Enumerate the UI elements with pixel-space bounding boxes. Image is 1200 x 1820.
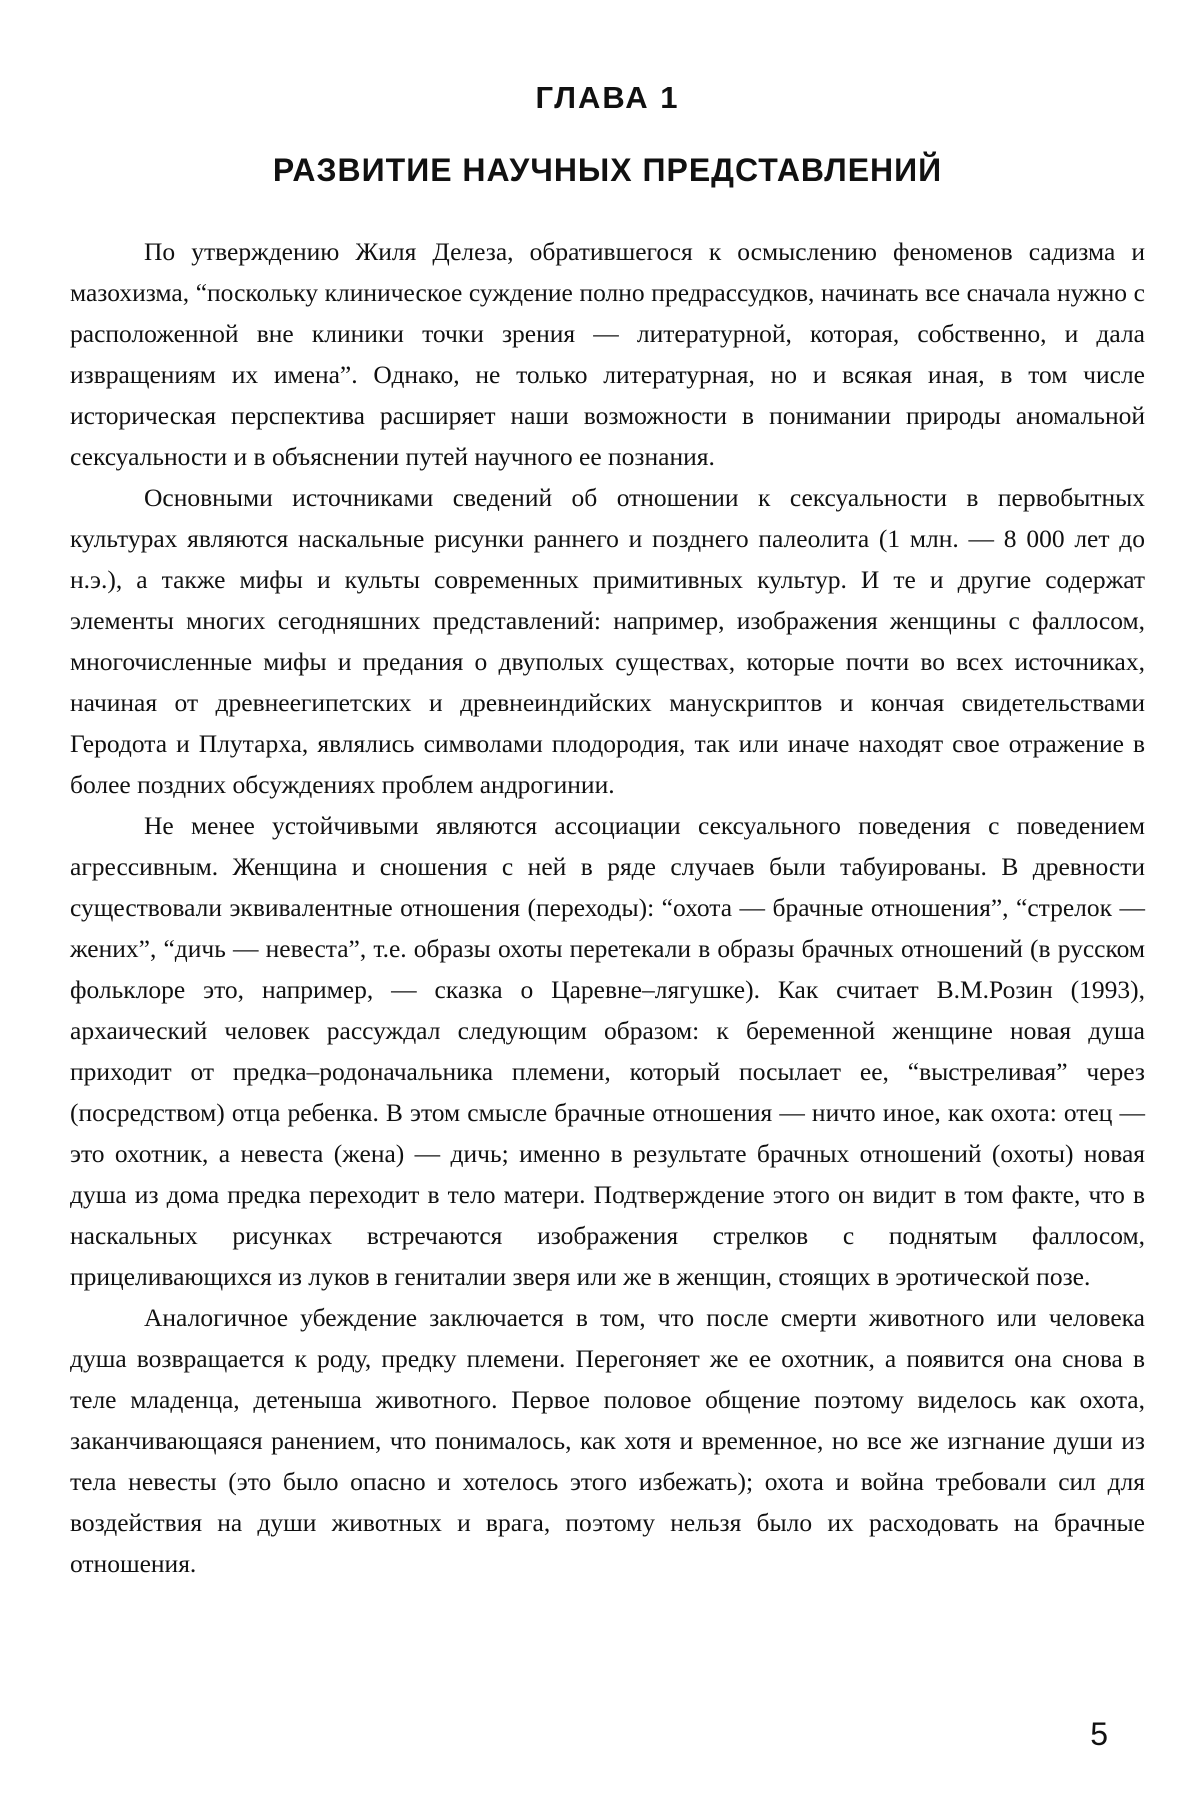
paragraph-1: По утверждению Жиля Делеза, обратившегося к осмыслению феноменов садизма и мазохизма, “поскольку клиническое суждение полно предрассудков, начинать все сначала нужно с расположенной вне клиники точки зрения — литературной, которая, собственно, и дала извращениям их имена”. Однако, не только литературная, но и всякая иная, в том числе историческая перспектива расширяет наши возможности в понимании природы аномальной сексуальности и в объяснении путей научного ее познания. [70,237,1145,471]
chapter-heading: ГЛАВА 1 [535,80,680,115]
chapter-title: РАЗВИТИЕ НАУЧНЫХ ПРЕДСТАВЛЕНИЙ [272,152,943,188]
paragraph-4: Аналогичное убеждение заключается в том, что после смерти животного или человека душа возвращается к роду, предку племени. Перегоняет же ее охотник, а появится она снова в теле младенца, детеныша животного. Первое половое общение поэтому виделось как охота, заканчивающаяся ранением, что понималось, как хотя и временное, но все же изгнание души из тела невесты (это было опасно и хотелось этого избежать); охота и война требовали сил для воздействия на души животных и врага, поэтому нельзя было их расходовать на брачные отношения. [70,1303,1145,1578]
paragraph-3: Не менее устойчивыми являются ассоциации сексуального поведения с поведением агрессивным. Женщина и сношения с ней в ряде случаев были табуированы. В древности существовали эквивалентные отношения (переходы): “охота — брачные отношения”, “стрелок — жених”, “дичь — невеста”, т.е. образы охоты перетекали в образы брачных отношений (в русском фольклоре это, например, — сказка о Царевне–лягушке). Как считает В.М.Розин (1993), архаический человек рассуждал следующим образом: к беременной женщине новая душа приходит от предка–родоначальника племени, который посылает ее, “выстреливая” через (посредством) отца ребенка. В этом смысле брачные отношения — ничто иное, как охота: отец — это охотник, а невеста (жена) — дичь; именно в результате брачных отношений (охоты) новая душа из дома предка переходит в тело матери. Подтверждение этого он видит в том факте, что в наскальных рисунках встречаются изображения стрелков с поднятым фаллосом, прицеливающихся из луков в гениталии зверя или же в женщин, стоящих в эротической позе. [70,811,1145,1291]
page-number: 5 [1090,1716,1108,1752]
book-page [70,80,1145,1584]
paragraph-2: Основными источниками сведений об отношении к сексуальности в первобытных культурах являются наскальные рисунки раннего и позднего палеолита (1 млн. — 8 000 лет до н.э.), а также мифы и культы современных примитивных культур. И те и другие содержат элементы многих сегодняшних представлений: например, изображения женщины с фаллосом, многочисленные мифы и предания о двуполых существах, которые почти во всех источниках, начиная от древнеегипетских и древнеиндийских манускриптов и кончая свидетельствами Геродота и Плутарха, являлись символами плодородия, так или иначе находят свое отражение в более поздних обсуждениях проблем андрогинии. [70,483,1145,799]
